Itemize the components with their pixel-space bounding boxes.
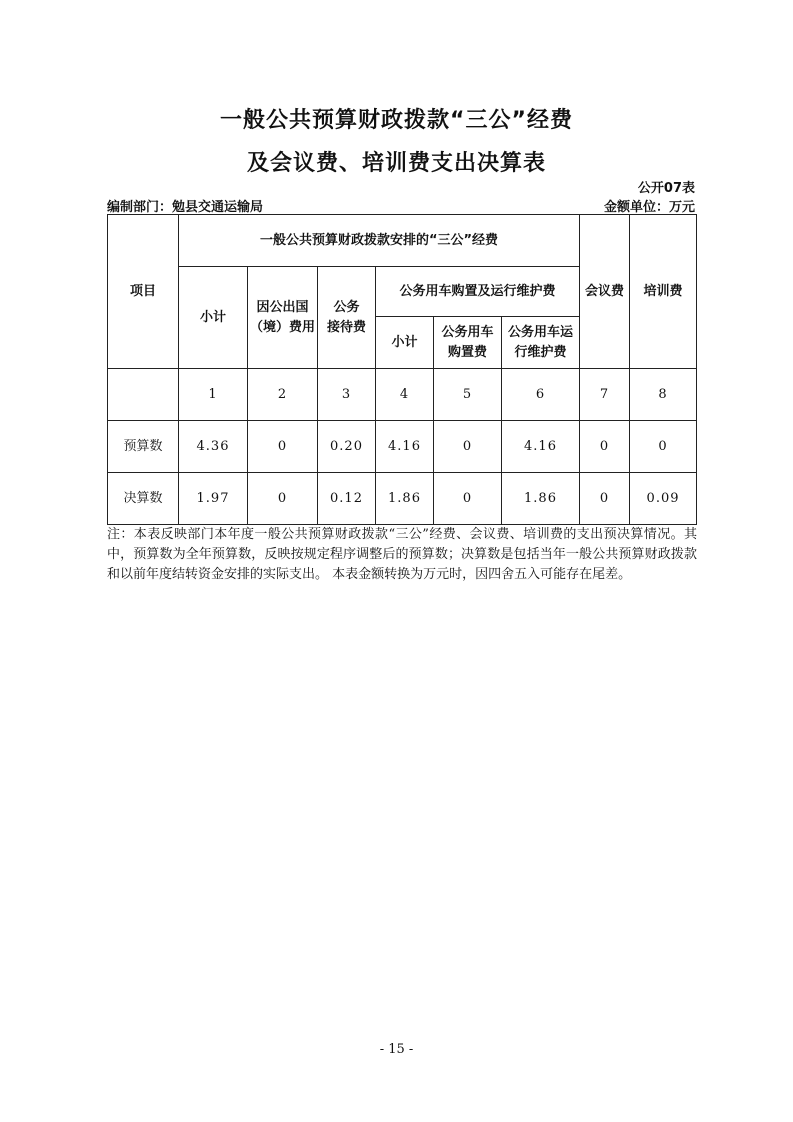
form-number: 公开07表	[637, 181, 695, 196]
table-cell: 0	[434, 421, 502, 473]
table-cell: 1.97	[179, 473, 248, 525]
title-line-1: 一般公共预算财政拨款“三公”经费	[220, 108, 573, 133]
table-cell: 0	[248, 421, 318, 473]
column-number-blank	[108, 369, 179, 421]
footnote: 注：本表反映部门本年度一般公共预算财政拨款“三公”经费、会议费、培训费的支出预决算情况。其中，预算数为全年预算数，反映按规定程序调整后的预算数；决算数是包括当年一般公共预算财政拨款和以前年度结转资金安排的实际支出。 本表金额转换为万元时，因四舍五入可能存在尾差。	[107, 527, 697, 582]
header-vehicle-maintenance	[502, 317, 580, 369]
column-number: 8	[630, 369, 697, 421]
header-vehicle-maint-line-1: 公务用车运	[508, 324, 574, 340]
column-number: 5	[434, 369, 502, 421]
header-vehicle-purchase-line-1: 公务用车	[441, 324, 494, 340]
header-vehicle-subtotal: 小计	[376, 317, 434, 369]
unit-label: 金额单位：万元	[603, 200, 695, 215]
table-cell: 0	[580, 421, 630, 473]
table-row-final	[108, 473, 697, 525]
table-cell: 4.16	[376, 421, 434, 473]
department-label: 编制部门：勉县交通运输局	[107, 200, 264, 215]
table-cell: 4.16	[502, 421, 580, 473]
table-cell: 0.09	[630, 473, 697, 525]
table-cell: 1.86	[502, 473, 580, 525]
header-abroad	[248, 267, 318, 369]
column-number: 3	[318, 369, 376, 421]
table-cell: 0	[248, 473, 318, 525]
table-cell: 0.20	[318, 421, 376, 473]
column-number: 1	[179, 369, 248, 421]
table-cell: 0.12	[318, 473, 376, 525]
column-number: 6	[502, 369, 580, 421]
expenditure-table	[107, 214, 697, 525]
header-reception-line-2: 接待费	[326, 319, 366, 335]
header-abroad-line-1: 因公出国	[256, 299, 309, 315]
page-number: - 15 -	[379, 1042, 414, 1057]
column-number: 7	[580, 369, 630, 421]
column-number: 4	[376, 369, 434, 421]
header-training: 培训费	[630, 215, 697, 369]
table-cell: 0	[580, 473, 630, 525]
meta-row	[107, 196, 697, 214]
header-meeting: 会议费	[580, 215, 630, 369]
header-reception-line-1: 公务	[333, 299, 360, 315]
table-cell: 4.36	[179, 421, 248, 473]
header-subtotal: 小计	[179, 267, 248, 369]
table-row-budget	[108, 421, 697, 473]
header-vehicle-purchase	[434, 317, 502, 369]
table-cell: 1.86	[376, 473, 434, 525]
table-cell: 0	[434, 473, 502, 525]
column-number: 2	[248, 369, 318, 421]
row-label: 决算数	[108, 473, 179, 525]
header-group: 一般公共预算财政拨款安排的“三公”经费	[179, 215, 580, 267]
header-abroad-line-2: （境）费用	[249, 319, 315, 335]
header-item: 项目	[108, 215, 179, 369]
title-line-2: 及会议费、培训费支出决算表	[246, 151, 546, 176]
header-reception	[318, 267, 376, 369]
header-vehicle-purchase-line-2: 购置费	[447, 344, 487, 360]
column-number-row	[108, 369, 697, 421]
table-cell: 0	[630, 421, 697, 473]
row-label: 预算数	[108, 421, 179, 473]
header-vehicle-group: 公务用车购置及运行维护费	[376, 267, 580, 317]
header-vehicle-maint-line-2: 行维护费	[514, 344, 567, 360]
